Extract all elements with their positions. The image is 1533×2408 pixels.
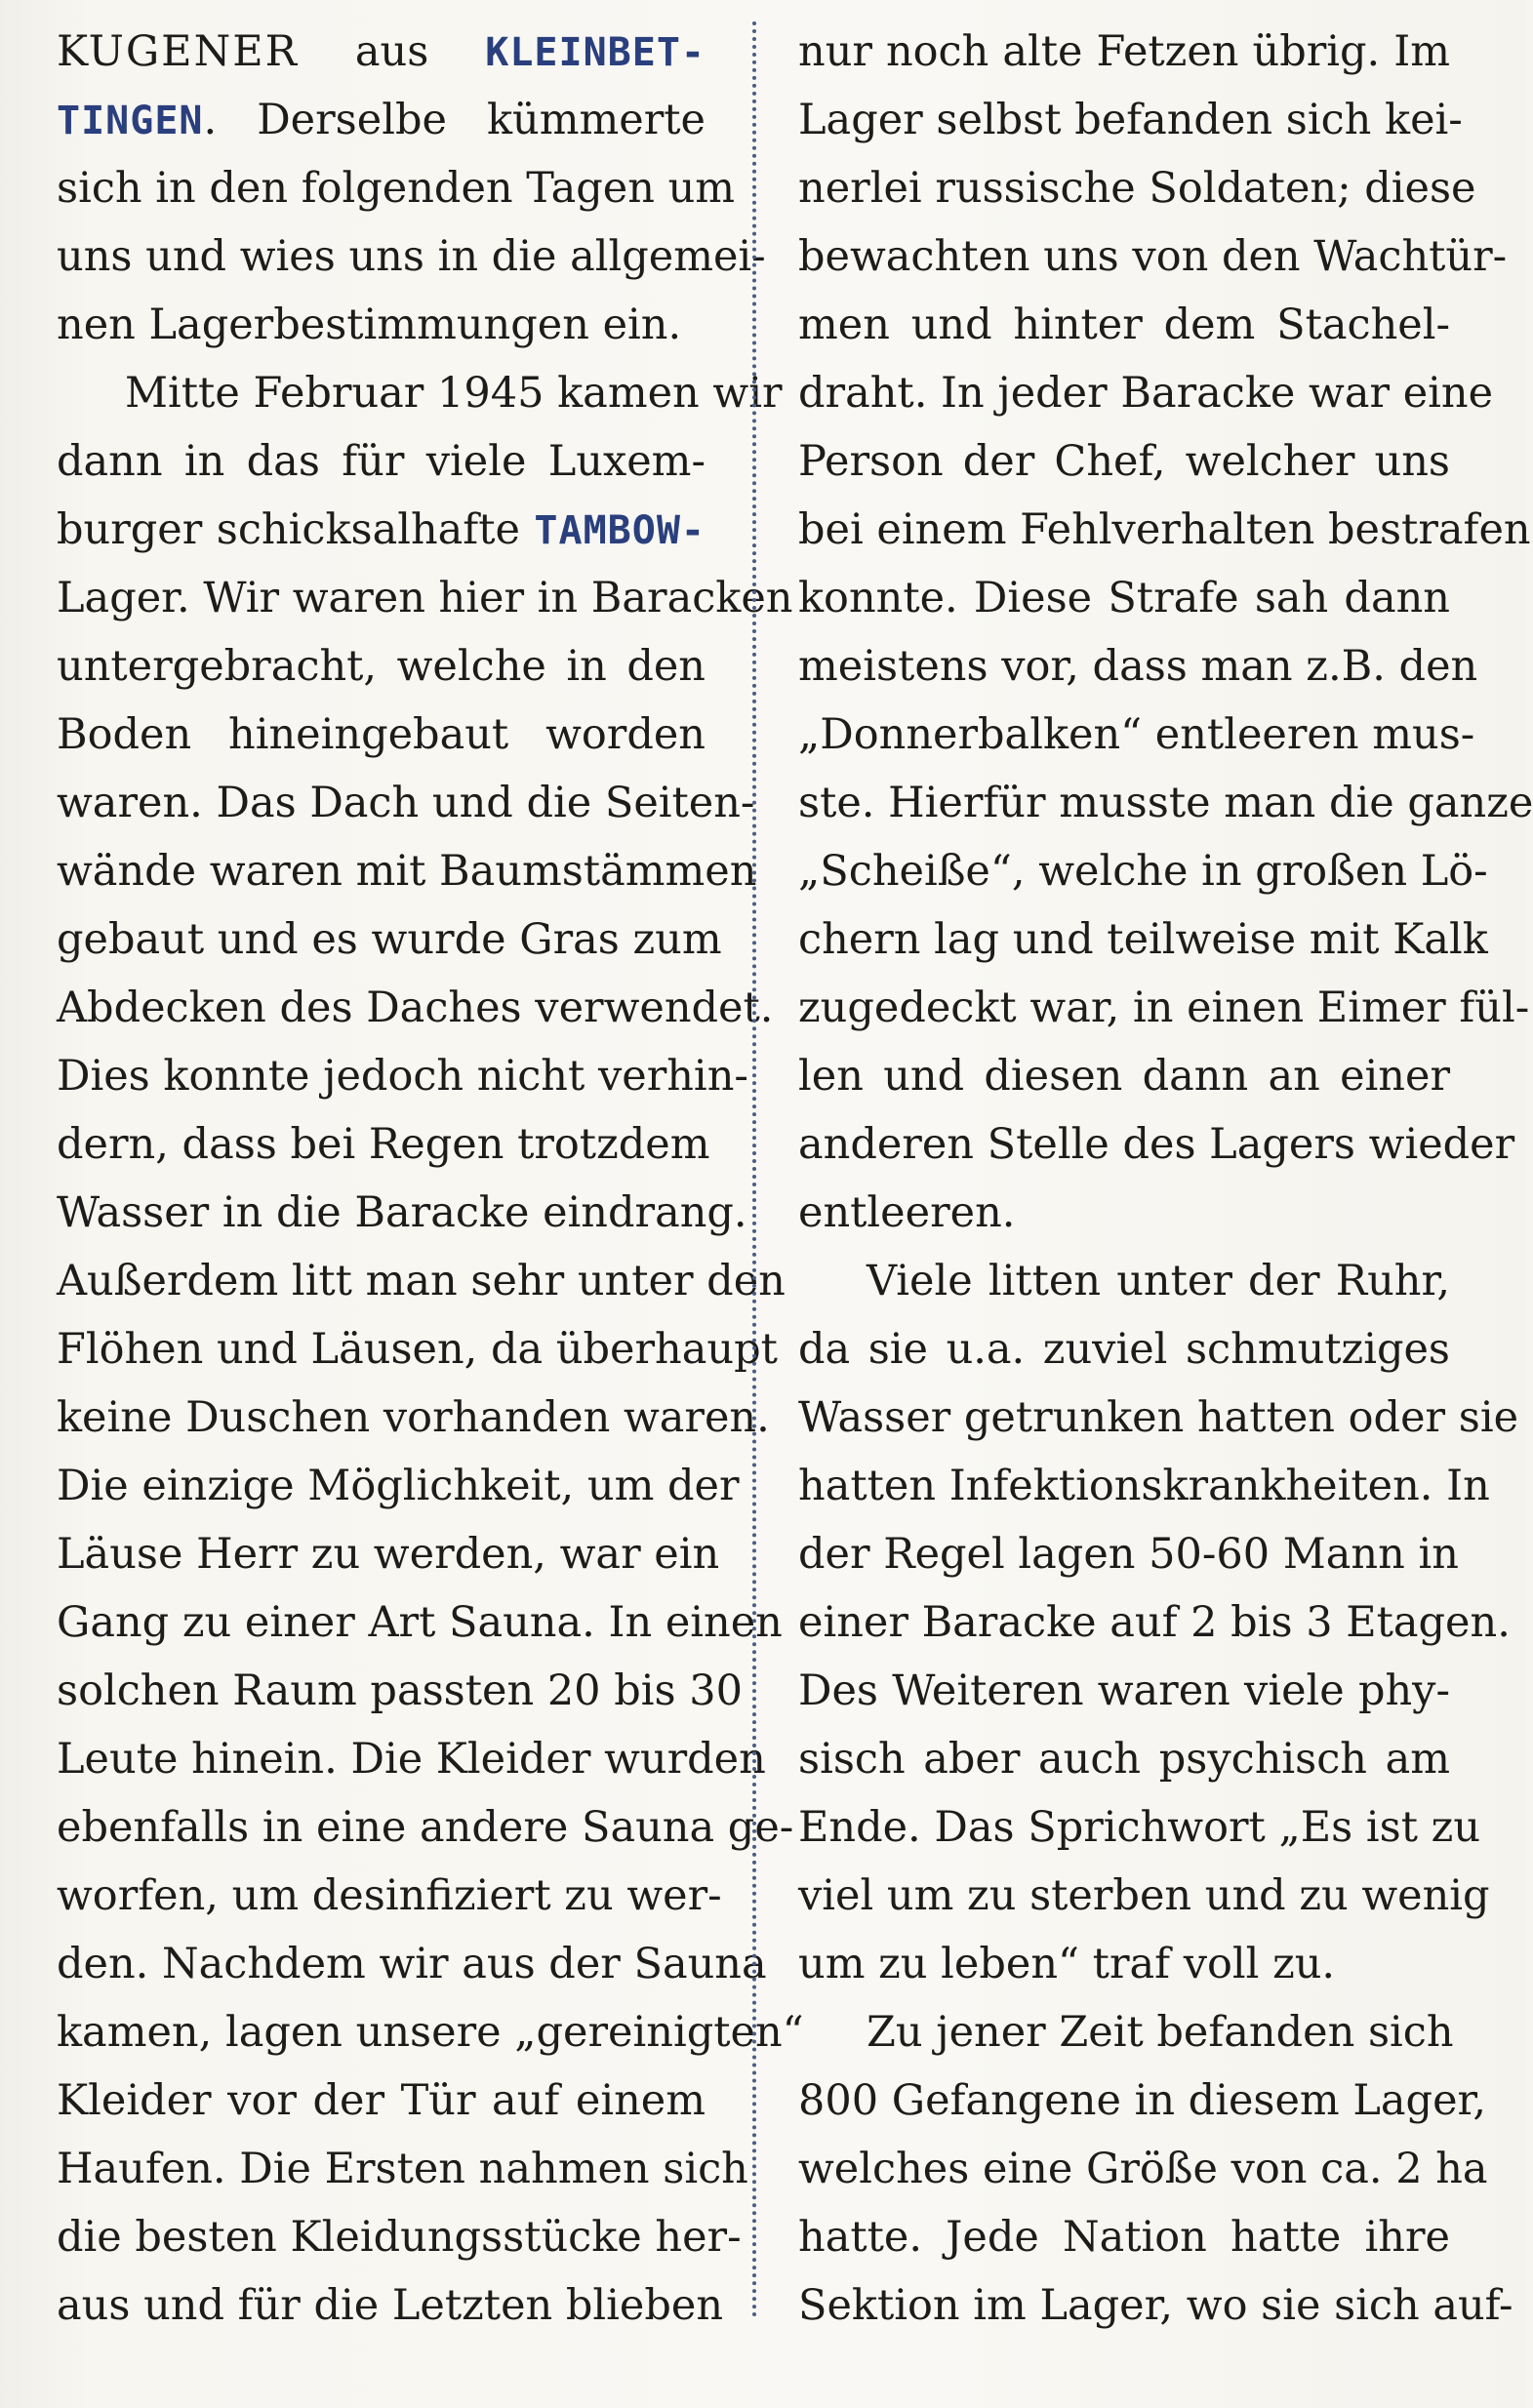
text-fragment: viel um zu sterben und zu wenig xyxy=(798,1871,1490,1920)
text-fragment: chern lag und teilweise mit Kalk xyxy=(798,915,1488,964)
text-fragment: 800 Gefangene in diesem Lager, xyxy=(798,2076,1487,2125)
text-line xyxy=(798,1930,1450,1998)
text-line xyxy=(57,86,706,154)
column-divider xyxy=(752,21,756,2319)
text-fragment: dern, dass bei Regen trotzdem xyxy=(57,1120,710,1169)
text-fragment: konnte. Diese Strafe sah dann xyxy=(798,574,1450,622)
text-fragment: Boden hineingebaut worden xyxy=(57,710,706,759)
text-fragment: der Regel lagen 50-60 Mann in xyxy=(798,1530,1459,1579)
text-line xyxy=(57,154,736,222)
text-fragment: . Derselbe kümmerte xyxy=(203,96,706,144)
text-line xyxy=(798,769,1533,837)
text-line xyxy=(57,1247,786,1315)
text-line xyxy=(798,905,1488,974)
text-fragment: nen Lagerbestimmungen ein. xyxy=(57,301,682,349)
text-fragment: aus und für die Letzten blieben xyxy=(57,2281,724,2330)
text-line xyxy=(798,632,1478,701)
text-fragment: Flöhen und Läusen, da überhaupt xyxy=(57,1325,778,1374)
text-fragment: waren. Das Dach und die Seiten- xyxy=(57,779,755,827)
text-line xyxy=(57,1725,766,1793)
text-line xyxy=(57,1520,720,1588)
text-line xyxy=(57,1998,804,2067)
text-fragment: den. Nachdem wir aus der Sauna xyxy=(57,1940,767,1988)
text-line xyxy=(57,1793,794,1862)
text-line xyxy=(57,2271,724,2340)
text-fragment: len und diesen dann an einer xyxy=(798,1052,1450,1101)
text-line xyxy=(798,1793,1481,1862)
text-line xyxy=(798,1588,1511,1657)
text-fragment: dann in das für viele Luxem- xyxy=(57,437,706,486)
text-line xyxy=(57,974,774,1042)
text-fragment: hatten Infektionskrankheiten. In xyxy=(798,1462,1490,1510)
text-line xyxy=(798,837,1488,905)
text-line xyxy=(57,1042,748,1110)
text-line xyxy=(798,222,1508,291)
text-fragment: Lager. Wir waren hier in Baracken xyxy=(57,574,793,622)
text-line xyxy=(798,974,1530,1042)
text-fragment: sich in den folgenden Tagen um xyxy=(57,164,736,213)
text-fragment: uns und wies uns in die allgemei- xyxy=(57,232,766,281)
text-line xyxy=(57,291,706,359)
text-line xyxy=(57,359,783,427)
text-line xyxy=(57,2067,706,2135)
text-line xyxy=(57,18,706,86)
text-line xyxy=(798,1110,1515,1179)
text-fragment: „Donnerbalken“ entleeren mus- xyxy=(798,710,1475,759)
text-fragment: Viele litten unter der Ruhr, xyxy=(867,1257,1450,1305)
text-fragment: Person der Chef, welcher uns xyxy=(798,437,1450,486)
text-line xyxy=(798,1315,1450,1384)
text-fragment: worfen, um desinfiziert zu wer- xyxy=(57,1871,722,1920)
text-fragment: anderen Stelle des Lagers wieder xyxy=(798,1120,1515,1169)
text-line xyxy=(57,1930,767,1998)
text-fragment: zugedeckt war, in einen Eimer fül- xyxy=(798,983,1530,1032)
text-line xyxy=(57,1179,747,1247)
text-line xyxy=(57,1588,783,1657)
text-fragment: solchen Raum passten 20 bis 30 xyxy=(57,1666,743,1715)
highlighted-name: TINGEN xyxy=(57,99,204,143)
text-fragment: KUGENER xyxy=(57,27,299,76)
right-text-column xyxy=(798,18,1533,2340)
text-line xyxy=(57,1315,778,1384)
text-fragment: burger schicksalhafte xyxy=(57,505,535,554)
text-fragment: einer Baracke auf 2 bis 3 Etagen. xyxy=(798,1598,1511,1647)
text-fragment: nerlei russische Soldaten; diese xyxy=(798,164,1476,213)
text-fragment: draht. In jeder Baracke war eine xyxy=(798,369,1494,418)
text-fragment: untergebracht, welche in den xyxy=(57,642,706,691)
text-line xyxy=(798,1725,1450,1793)
text-line xyxy=(57,222,766,291)
text-line xyxy=(57,1384,770,1452)
text-fragment: sisch aber auch psychisch am xyxy=(798,1735,1450,1784)
highlighted-name: KLEINBET- xyxy=(485,30,706,75)
text-fragment: Kleider vor der Tür auf einem xyxy=(57,2076,706,2125)
text-fragment: keine Duschen vorhanden waren. xyxy=(57,1393,770,1442)
text-fragment: men und hinter dem Stachel- xyxy=(798,301,1450,349)
text-fragment: ste. Hierfür musste man die ganze xyxy=(798,779,1533,827)
text-line xyxy=(57,701,706,769)
text-line xyxy=(798,154,1476,222)
text-line xyxy=(57,2135,748,2203)
highlighted-name: TAMBOW- xyxy=(534,508,706,553)
text-fragment: kamen, lagen unsere „gereinigten“ xyxy=(57,2008,804,2057)
text-line xyxy=(798,427,1450,496)
text-line xyxy=(57,1452,740,1520)
text-line xyxy=(798,1042,1450,1110)
text-fragment: „Scheiße“, welche in großen Lö- xyxy=(798,847,1488,896)
text-line xyxy=(57,769,755,837)
text-fragment: Haufen. Die Ersten nahmen sich xyxy=(57,2145,748,2193)
text-line xyxy=(798,1179,1450,1247)
text-fragment: aus xyxy=(298,27,486,76)
text-line xyxy=(798,701,1475,769)
text-line xyxy=(798,1862,1490,1930)
text-line xyxy=(57,427,706,496)
text-fragment: wände waren mit Baumstämmen xyxy=(57,847,757,896)
text-fragment: gebaut und es wurde Gras zum xyxy=(57,915,722,964)
text-fragment: Leute hinein. Die Kleider wurden xyxy=(57,1735,766,1784)
text-fragment: Mitte Februar 1945 kamen wir xyxy=(125,369,783,418)
text-fragment: bei einem Fehlverhalten bestrafen xyxy=(798,505,1531,554)
text-line xyxy=(798,1998,1454,2067)
text-line xyxy=(57,564,793,632)
left-text-column xyxy=(57,18,804,2340)
text-fragment: die besten Kleidungsstücke her- xyxy=(57,2213,742,2262)
text-fragment: Die einzige Möglichkeit, um der xyxy=(57,1462,740,1510)
text-line xyxy=(798,1452,1490,1520)
text-line xyxy=(798,496,1531,564)
text-line xyxy=(798,1520,1459,1588)
text-fragment: Zu jener Zeit befanden sich xyxy=(867,2008,1454,2057)
text-fragment: Außerdem litt man sehr unter den xyxy=(57,1257,786,1305)
text-fragment: Ende. Das Sprichwort „Es ist zu xyxy=(798,1803,1481,1852)
text-line xyxy=(57,837,757,905)
text-line xyxy=(57,2203,742,2271)
text-fragment: welches eine Größe von ca. 2 ha xyxy=(798,2145,1488,2193)
text-line xyxy=(798,1247,1450,1315)
text-fragment: Dies konnte jedoch nicht verhin- xyxy=(57,1052,748,1101)
text-line xyxy=(57,496,706,564)
text-line xyxy=(57,1110,710,1179)
text-fragment: Lager selbst befanden sich kei- xyxy=(798,96,1463,144)
text-fragment: Gang zu einer Art Sauna. In einen xyxy=(57,1598,783,1647)
text-fragment: um zu leben“ traf voll zu. xyxy=(798,1940,1336,1988)
text-line xyxy=(798,2135,1488,2203)
text-fragment: hatte. Jede Nation hatte ihre xyxy=(798,2213,1450,2262)
text-line xyxy=(798,18,1450,86)
text-line xyxy=(798,1657,1450,1725)
text-fragment: da sie u.a. zuviel schmutziges xyxy=(798,1325,1450,1374)
text-fragment: Sektion im Lager, wo sie sich auf- xyxy=(798,2281,1513,2330)
text-fragment: meistens vor, dass man z.B. den xyxy=(798,642,1478,691)
text-line xyxy=(798,564,1450,632)
text-fragment: Des Weiteren waren viele phy- xyxy=(798,1666,1450,1715)
text-line xyxy=(798,291,1450,359)
text-fragment: Abdecken des Daches verwendet. xyxy=(57,983,774,1032)
text-line xyxy=(798,2203,1450,2271)
text-fragment: entleeren. xyxy=(798,1188,1016,1237)
text-line xyxy=(57,905,722,974)
text-fragment: Wasser getrunken hatten oder sie xyxy=(798,1393,1519,1442)
text-line xyxy=(798,1384,1519,1452)
text-line xyxy=(57,632,706,701)
text-fragment: ebenfalls in eine andere Sauna ge- xyxy=(57,1803,794,1852)
text-line xyxy=(798,359,1494,427)
text-line xyxy=(798,2067,1487,2135)
text-line xyxy=(798,86,1463,154)
text-fragment: nur noch alte Fetzen übrig. Im xyxy=(798,27,1450,76)
text-fragment: Läuse Herr zu werden, war ein xyxy=(57,1530,720,1579)
text-line xyxy=(57,1862,722,1930)
text-fragment: bewachten uns von den Wachtür- xyxy=(798,232,1508,281)
text-line xyxy=(798,2271,1513,2340)
text-line xyxy=(57,1657,743,1725)
text-fragment: Wasser in die Baracke eindrang. xyxy=(57,1188,747,1237)
